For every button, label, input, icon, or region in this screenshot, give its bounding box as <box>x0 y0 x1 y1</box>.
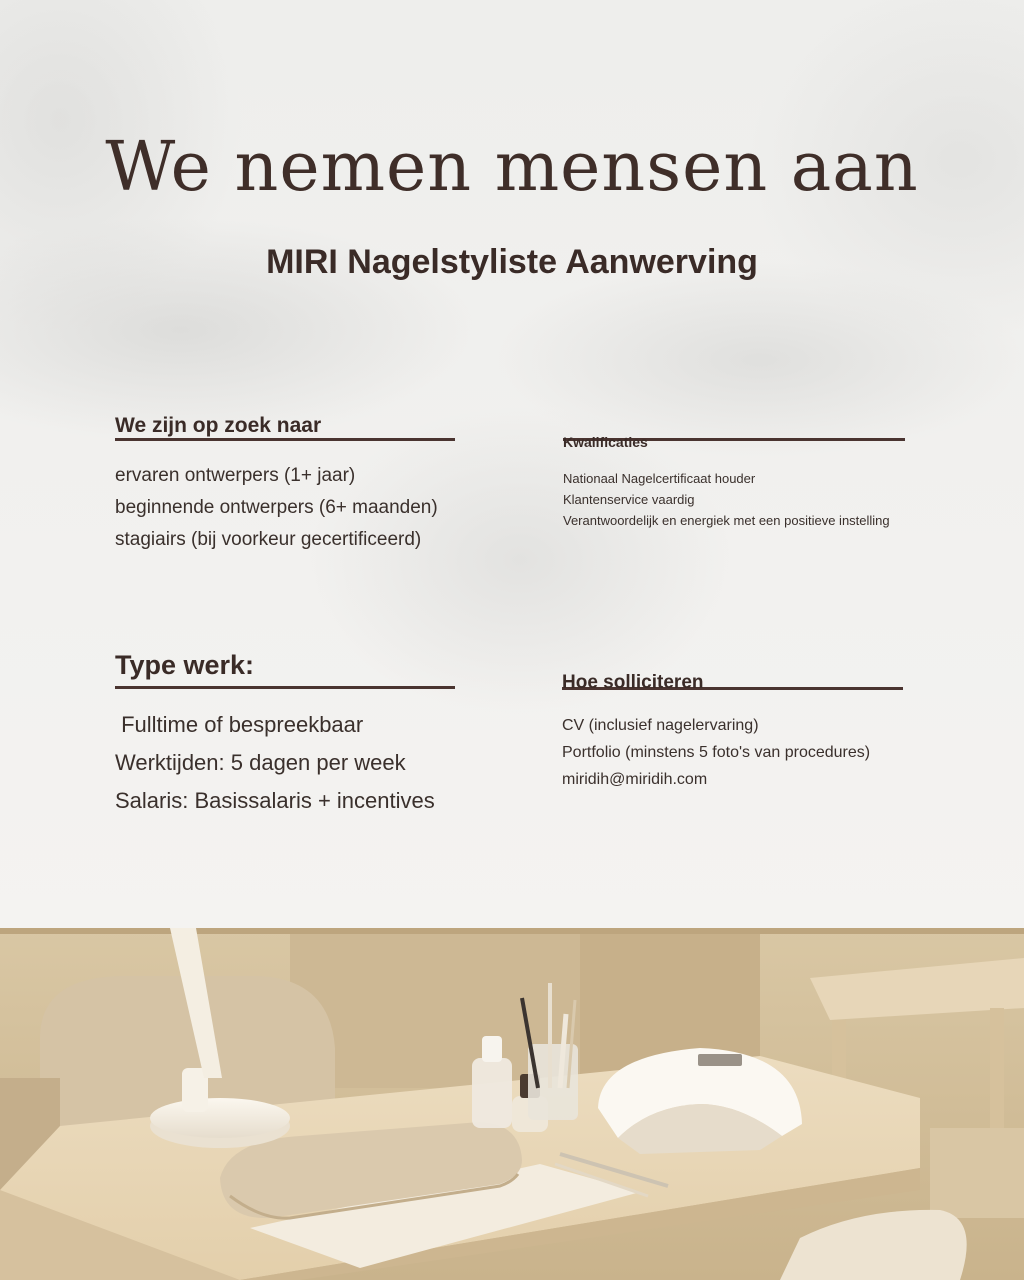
how-to-apply-section <box>562 672 903 788</box>
qualifications-heading: Kwalificaties <box>563 434 648 450</box>
qualifications-item: Verantwoordelijk en energiek met een positieve instelling <box>563 513 890 528</box>
qualifications-item: Nationaal Nagelcertificaat houder <box>563 471 756 486</box>
how-to-apply-item: CV (inclusief nagelervaring) <box>562 717 759 734</box>
page-title: We nemen mensen aan <box>105 128 919 207</box>
how-to-apply-item: miridih@miridih.com <box>562 771 708 788</box>
work-type-heading: Type werk: <box>115 650 255 680</box>
work-type-item: Salaris: Basissalaris + incentives <box>115 788 435 813</box>
work-type-item: Werktijden: 5 dagen per week <box>115 750 406 775</box>
work-type-underline <box>115 686 455 689</box>
looking-for-heading: We zijn op zoek naar <box>115 414 322 437</box>
work-type-section <box>115 650 455 813</box>
nail-salon-table-photo <box>0 928 1024 1280</box>
qualifications-item: Klantenservice vaardig <box>563 492 695 507</box>
qualifications-section <box>563 434 905 528</box>
looking-for-item: ervaren ontwerpers (1+ jaar) <box>115 465 356 486</box>
looking-for-item: beginnende ontwerpers (6+ maanden) <box>115 497 438 518</box>
looking-for-item: stagiairs (bij voorkeur gecertificeerd) <box>115 529 422 550</box>
how-to-apply-heading: Hoe solliciteren <box>562 672 704 693</box>
work-type-item: Fulltime of bespreekbaar <box>115 712 364 737</box>
how-to-apply-item: Portfolio (minstens 5 foto's van procedures) <box>562 744 871 761</box>
looking-for-section <box>115 414 455 550</box>
page-subtitle: MIRI Nagelstyliste Aanwerving <box>266 243 758 281</box>
